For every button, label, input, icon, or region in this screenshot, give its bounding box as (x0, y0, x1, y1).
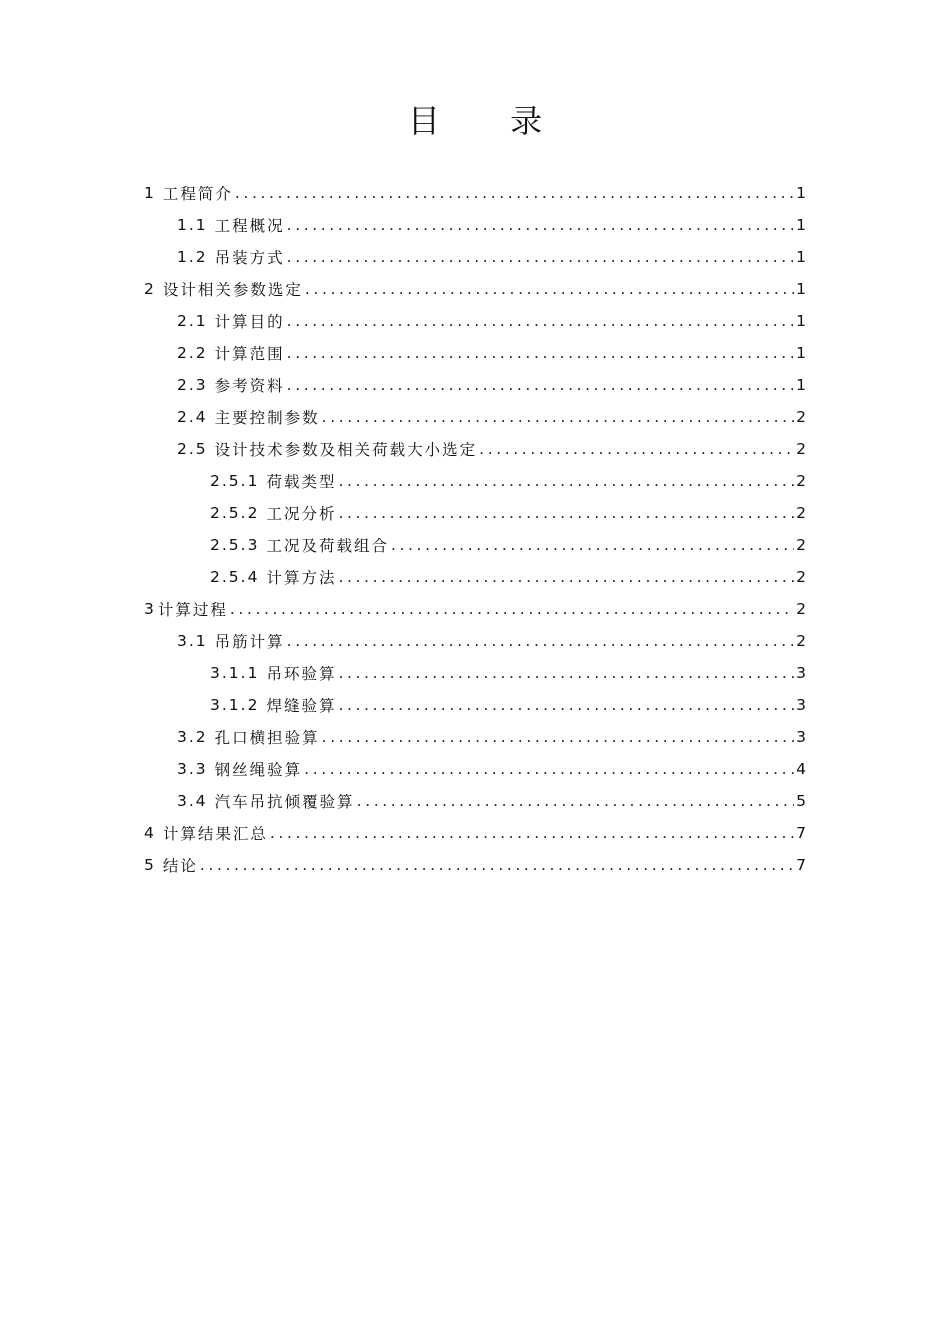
toc-dot-leader (287, 248, 794, 266)
toc-entry-number: 2.5.2 (210, 504, 260, 522)
toc-entry-number: 3.2 (177, 728, 208, 746)
toc-page-number: 1 (796, 184, 806, 202)
toc-entry-2-5-2[interactable] (144, 497, 806, 529)
toc-dot-leader (270, 824, 794, 842)
toc-entry-title: 计算目的 (214, 313, 285, 331)
toc-dot-leader (338, 472, 794, 490)
toc-entry-title: 钢丝绳验算 (214, 761, 303, 779)
toc-page-number: 2 (796, 504, 806, 522)
toc-entry-title: 工程概况 (214, 217, 285, 235)
toc-entry-number: 3.1.2 (210, 696, 260, 714)
toc-entry-title: 计算过程 (157, 601, 228, 619)
toc-entry-title: 主要控制参数 (214, 409, 320, 427)
toc-dot-leader (287, 216, 794, 234)
toc-entry-2[interactable] (144, 273, 806, 305)
toc-entry-5[interactable] (144, 849, 806, 881)
toc-entry-title: 吊环验算 (266, 665, 337, 683)
toc-dot-leader (200, 856, 794, 874)
toc-entry-title: 工况分析 (266, 505, 337, 523)
toc-entry-title: 工程简介 (162, 185, 233, 203)
toc-page-number: 1 (796, 248, 806, 266)
toc-entry-number: 2.5.3 (210, 536, 260, 554)
toc-dot-leader (479, 440, 794, 458)
toc-entry-number: 3.1.1 (210, 664, 260, 682)
toc-entry-number: 1 (144, 184, 156, 202)
toc-page-number: 3 (796, 664, 806, 682)
toc-dot-leader (287, 376, 794, 394)
toc-page-number: 1 (796, 312, 806, 330)
toc-entry-2-1[interactable] (144, 305, 806, 337)
toc-entry-number: 3.1 (177, 632, 208, 650)
toc-entry-2-5-1[interactable] (144, 465, 806, 497)
toc-page-number: 2 (796, 600, 806, 618)
toc-entry-title: 结论 (162, 857, 198, 875)
toc-entry-3-2[interactable] (144, 721, 806, 753)
toc-entry-title: 计算结果汇总 (162, 825, 268, 843)
toc-entry-title: 汽车吊抗倾覆验算 (214, 793, 355, 811)
toc-entry-2-3[interactable] (144, 369, 806, 401)
toc-entry-title: 计算方法 (266, 569, 337, 587)
toc-entry-title: 荷载类型 (266, 473, 337, 491)
toc-entry-2-5-4[interactable] (144, 561, 806, 593)
toc-page-number: 2 (796, 440, 806, 458)
toc-entry-1[interactable] (144, 177, 806, 209)
toc-dot-leader (391, 536, 794, 554)
toc-dot-leader (287, 344, 794, 362)
toc-entry-2-4[interactable] (144, 401, 806, 433)
toc-page-number: 3 (796, 728, 806, 746)
toc-entry-title: 设计相关参数选定 (162, 281, 303, 299)
toc-page-number: 1 (796, 280, 806, 298)
toc-entry-2-5-3[interactable] (144, 529, 806, 561)
toc-dot-leader (304, 760, 794, 778)
toc-dot-leader (338, 504, 794, 522)
toc-page-number: 3 (796, 696, 806, 714)
toc-entry-number: 2.5 (177, 440, 208, 458)
toc-dot-leader (338, 568, 794, 586)
toc-entry-number: 2.1 (177, 312, 208, 330)
toc-dot-leader (322, 728, 794, 746)
toc-entry-title: 吊筋计算 (214, 633, 285, 651)
toc-entry-2-5[interactable] (144, 433, 806, 465)
toc-entry-number: 4 (144, 824, 156, 842)
toc-entry-number: 5 (144, 856, 156, 874)
toc-dot-leader (235, 184, 794, 202)
toc-page-number: 2 (796, 568, 806, 586)
toc-entry-number: 2.5.1 (210, 472, 260, 490)
toc-entry-number: 2.3 (177, 376, 208, 394)
toc-entry-number: 3 (144, 600, 156, 618)
toc-entry-title: 吊装方式 (214, 249, 285, 267)
toc-entry-1-1[interactable] (144, 209, 806, 241)
toc-entry-title: 参考资料 (214, 377, 285, 395)
toc-entry-3-1-2[interactable] (144, 689, 806, 721)
toc-entry-title: 工况及荷载组合 (266, 537, 389, 555)
toc-dot-leader (287, 632, 794, 650)
toc-page-number: 1 (796, 344, 806, 362)
toc-entry-2-2[interactable] (144, 337, 806, 369)
toc-page-number: 2 (796, 472, 806, 490)
toc-dot-leader (357, 792, 794, 810)
toc-dot-leader (230, 600, 794, 618)
toc-entry-number: 3.4 (177, 792, 208, 810)
toc-page-number: 2 (796, 536, 806, 554)
toc-entry-4[interactable] (144, 817, 806, 849)
toc-page-number: 7 (796, 824, 806, 842)
table-of-contents (144, 177, 806, 881)
toc-page-number: 2 (796, 632, 806, 650)
toc-entry-3-1[interactable] (144, 625, 806, 657)
toc-page-number: 4 (796, 760, 806, 778)
toc-page-number: 1 (796, 376, 806, 394)
toc-dot-leader (287, 312, 794, 330)
toc-entry-title: 设计技术参数及相关荷载大小选定 (214, 441, 478, 459)
toc-entry-title: 焊缝验算 (266, 697, 337, 715)
toc-entry-number: 2.2 (177, 344, 208, 362)
toc-dot-leader (338, 664, 794, 682)
toc-entry-3-1-1[interactable] (144, 657, 806, 689)
toc-entry-3[interactable] (144, 593, 806, 625)
toc-page-number: 1 (796, 216, 806, 234)
toc-entry-1-2[interactable] (144, 241, 806, 273)
toc-entry-number: 1.1 (177, 216, 208, 234)
toc-entry-number: 3.3 (177, 760, 208, 778)
toc-entry-number: 1.2 (177, 248, 208, 266)
toc-entry-3-3[interactable] (144, 753, 806, 785)
toc-entry-3-4[interactable] (144, 785, 806, 817)
toc-entry-number: 2 (144, 280, 156, 298)
toc-entry-title: 孔口横担验算 (214, 729, 320, 747)
toc-dot-leader (338, 696, 794, 714)
toc-dot-leader (305, 280, 794, 298)
toc-entry-number: 2.4 (177, 408, 208, 426)
toc-dot-leader (322, 408, 794, 426)
toc-page-number: 5 (796, 792, 806, 810)
page-title: 目 录 (407, 102, 573, 140)
toc-entry-title: 计算范围 (214, 345, 285, 363)
toc-entry-number: 2.5.4 (210, 568, 260, 586)
toc-page-number: 7 (796, 856, 806, 874)
toc-page-number: 2 (796, 408, 806, 426)
